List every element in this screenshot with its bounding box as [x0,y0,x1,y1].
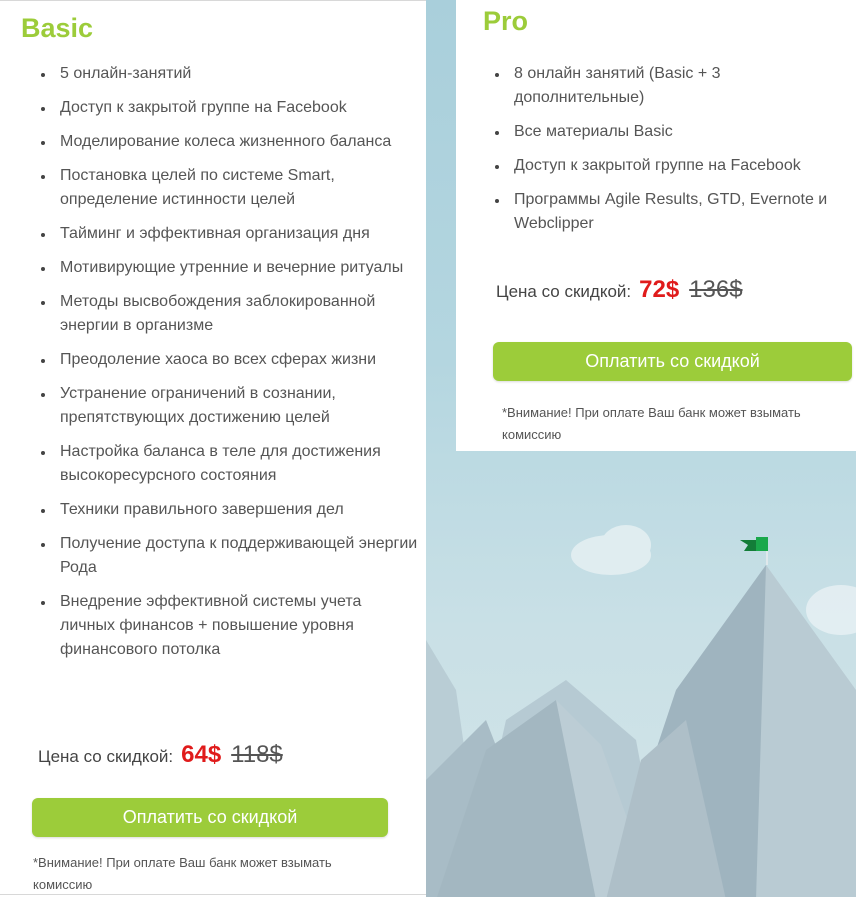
list-item: Внедрение эффективной системы учета личных финансов + повышение уровня финансового потолка [40,590,420,662]
plan-title: Pro [483,6,529,36]
list-item: Мотивирующие утренние и вечерние ритуалы [40,256,420,280]
price-label: Цена со скидкой: [496,282,632,301]
list-item: Методы высвобождения заблокированной энергии в организме [40,290,420,338]
list-item: Доступ к закрытой группе на Facebook [40,96,420,120]
plan-card-pro [456,0,856,451]
discount-price: 64$ [181,741,222,768]
price-row [38,741,283,769]
original-price: 118$ [231,741,283,768]
plan-title: Basic [21,13,94,43]
original-price: 136$ [689,276,743,303]
list-item: Тайминг и эффективная организация дня [40,222,420,246]
list-item: Постановка целей по системе Smart, определение истинности целей [40,164,420,212]
list-item: 8 онлайн занятий (Basic + 3 дополнительные) [494,62,844,110]
list-item: Преодоление хаоса во всех сферах жизни [40,348,420,372]
bank-fee-note: *Внимание! При оплате Ваш банк может взымать комиссию [33,855,332,892]
cloud-icon [571,525,856,635]
feature-list [494,62,844,246]
pay-button[interactable]: Оплатить со скидкой [32,798,388,837]
list-item: Программы Agile Results, GTD, Evernote и Webclipper [494,188,844,236]
plan-card-basic [0,0,426,895]
price-row [496,276,743,304]
list-item: Устранение ограничений в сознании, препятствующих достижению целей [40,382,420,430]
list-item: Получение доступа к поддерживающей энергии Рода [40,532,420,580]
pay-button[interactable]: Оплатить со скидкой [493,342,852,381]
bank-fee-note: *Внимание! При оплате Ваш банк может взымать комиссию [502,405,801,442]
list-item: Моделирование колеса жизненного баланса [40,130,420,154]
list-item: Техники правильного завершения дел [40,498,420,522]
list-item: Доступ к закрытой группе на Facebook [494,154,844,178]
flag-icon [756,537,768,551]
list-item: Настройка баланса в теле для достижения высокоресурсного состояния [40,440,420,488]
list-item: 5 онлайн-занятий [40,62,420,86]
list-item: Все материалы Basic [494,120,844,144]
price-label: Цена со скидкой: [38,747,174,766]
discount-price: 72$ [639,276,680,303]
feature-list [40,62,420,672]
